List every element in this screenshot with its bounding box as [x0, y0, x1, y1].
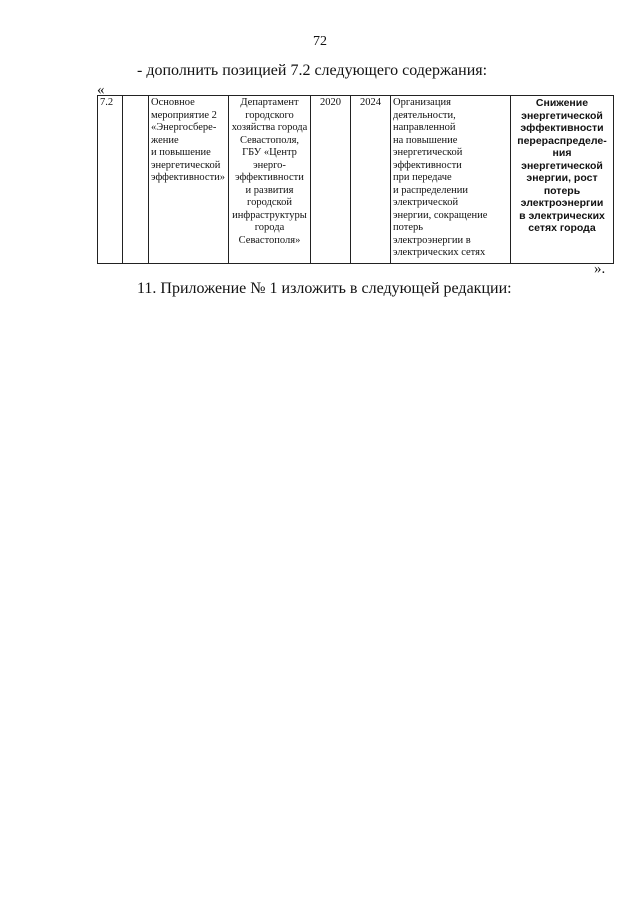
activity-name-line: Основное [151, 97, 195, 108]
organization-line: потерь [393, 222, 424, 233]
result-line: в электрических [519, 209, 605, 222]
organization-line: Организация [393, 97, 451, 108]
organization-line: электрической [393, 197, 459, 208]
organization-cell [391, 96, 511, 264]
activity-name-line: энергетической [151, 159, 221, 171]
activity-name-line: и повышение [151, 147, 211, 158]
open-quote: « [97, 82, 105, 98]
department-line: и развития [245, 184, 294, 196]
close-quote: ». [594, 261, 606, 277]
organization-line: и распределении [393, 184, 468, 196]
result-line: ния [552, 147, 572, 159]
result-line: электроэнергии [520, 197, 604, 209]
department-line: Севастополя» [238, 234, 301, 246]
page-number: 72 [313, 34, 327, 49]
department-line: городского [245, 109, 294, 121]
department-line: Департамент [240, 97, 299, 108]
activity-name-line: «Энергосбере- [151, 122, 217, 133]
result-line: эффективности [520, 122, 604, 134]
result-line: Снижение [535, 97, 589, 109]
position-number-cell: 7.2 [98, 96, 123, 264]
department-line: ГБУ «Центр [242, 147, 297, 158]
department-line: инфраструктуры [232, 209, 307, 221]
organization-line: эффективности [393, 159, 462, 171]
result-line: энергетической [521, 159, 603, 172]
year-start-cell: 2020 [311, 96, 351, 264]
result-line: энергии, рост [526, 172, 598, 184]
organization-line: направленной [393, 122, 456, 133]
result-line: сетях города [528, 222, 596, 234]
organization-line: деятельности, [393, 109, 456, 121]
blank-cell [123, 96, 149, 264]
year-end-cell: 2024 [351, 96, 391, 264]
result-line: потерь [543, 184, 581, 197]
activity-name-line: жение [151, 134, 179, 146]
organization-line: на повышение [393, 134, 458, 146]
organization-line: электрических сетях [393, 247, 486, 258]
intro-text: - дополнить позицией 7.2 следующего содержания: [137, 62, 488, 79]
position-table [97, 95, 614, 264]
organization-line: энергии, сокращение [393, 209, 488, 221]
department-line: города [254, 222, 285, 233]
result-line: перераспределе- [517, 134, 607, 147]
result-line: энергетической [521, 109, 603, 122]
department-line: эффективности [235, 172, 304, 183]
department-cell [229, 96, 311, 264]
department-line: городской [247, 197, 292, 208]
result-cell [511, 96, 614, 264]
department-line: энерго- [253, 159, 286, 171]
organization-line: электроэнергии в [393, 234, 471, 246]
department-line: хозяйства города [231, 122, 308, 133]
organization-line: при передаче [393, 172, 452, 183]
organization-line: энергетической [393, 147, 463, 158]
activity-name-line: мероприятие 2 [151, 109, 217, 121]
table-row [98, 96, 614, 264]
department-line: Севастополя, [239, 134, 300, 146]
clause-text: 11. Приложение № 1 изложить в следующей редакции: [137, 280, 512, 297]
activity-name-line: эффективности» [151, 172, 226, 183]
activity-name-cell [149, 96, 229, 264]
